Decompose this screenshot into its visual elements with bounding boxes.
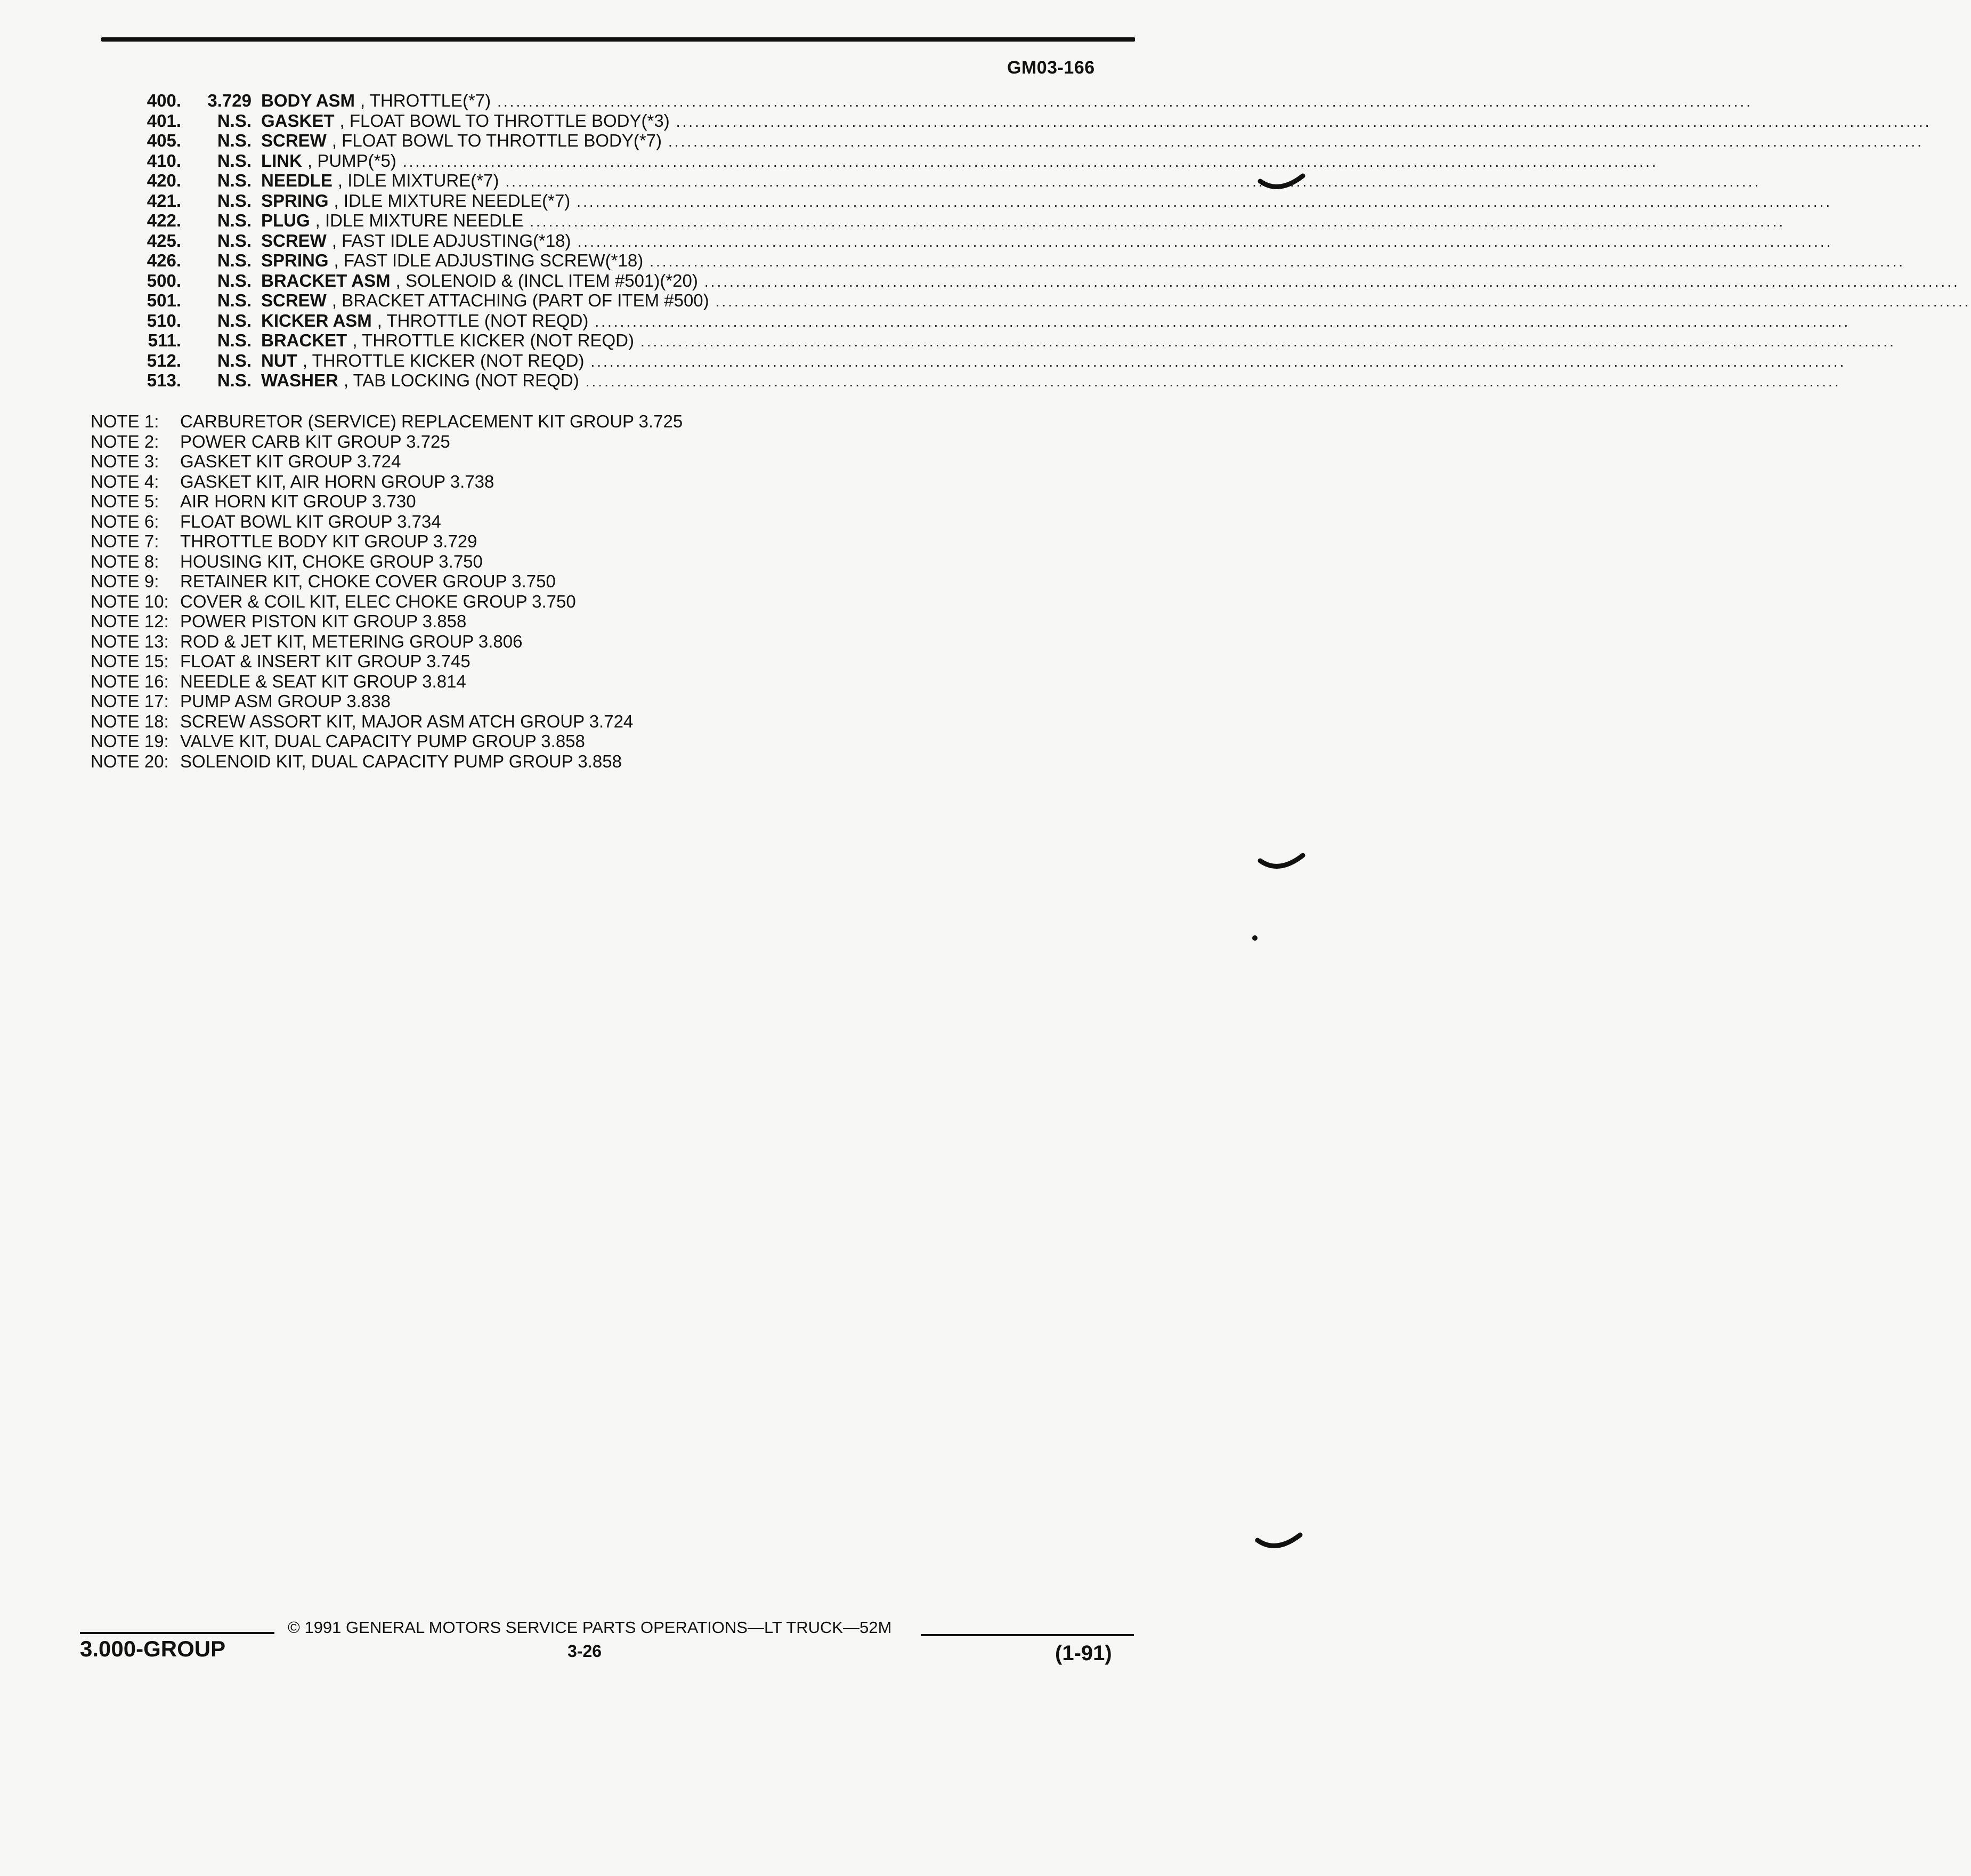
part-row (133, 270, 1960, 291)
part-group-number: N.S. (217, 110, 252, 131)
note-label: NOTE 18: (91, 711, 169, 731)
note-text: THROTTLE BODY KIT GROUP 3.729 (180, 531, 477, 551)
note-label: NOTE 8: (91, 551, 159, 571)
notes-list (91, 411, 890, 771)
part-group-number: N.S. (217, 270, 252, 290)
footer-copyright: © 1991 GENERAL MOTORS SERVICE PARTS OPERATIONS—LT TRUCK—52M (288, 1618, 892, 1637)
punch-dot (1252, 935, 1258, 941)
note-text: RETAINER KIT, CHOKE COVER GROUP 3.750 (180, 571, 556, 591)
top-rule (101, 37, 1135, 42)
part-group-number: 3.729 (207, 91, 252, 110)
note-label: NOTE 13: (91, 631, 169, 651)
part-name: GASKET (261, 110, 335, 131)
part-group-number: N.S. (217, 230, 252, 250)
part-group-number: N.S. (217, 150, 252, 171)
document-id: GM03-166 (1007, 58, 1095, 78)
leader-dots: ........................................................................................................................................................................................................ (577, 233, 1833, 250)
part-name: NEEDLE (261, 171, 332, 190)
note-text: NEEDLE & SEAT KIT GROUP 3.814 (180, 671, 466, 691)
leader-dots: ........................................................................................................................................................................................................ (590, 353, 1846, 370)
part-row (133, 190, 1832, 211)
part-description: , SOLENOID & (INCL ITEM #501)(*20) (395, 270, 698, 290)
note-label: NOTE 5: (91, 491, 159, 511)
leader-dots: ........................................................................................................................................................................................................ (668, 133, 1924, 150)
note-text: VALVE KIT, DUAL CAPACITY PUMP GROUP 3.858 (180, 731, 585, 751)
note-row (91, 592, 890, 612)
part-description: , FAST IDLE ADJUSTING(*18) (331, 230, 571, 250)
part-name: LINK (261, 150, 302, 171)
part-row (133, 310, 1851, 331)
part-row (133, 211, 1786, 231)
leader-dots: ........................................................................................................................................................................................................ (704, 273, 1960, 290)
note-label: NOTE 9: (91, 571, 159, 591)
part-row (133, 230, 1833, 251)
note-row (91, 731, 890, 751)
leader-dots: ........................................................................................................................................................................................................ (530, 213, 1786, 230)
part-row (133, 350, 1846, 371)
footer-date: (1-91) (1055, 1642, 1112, 1665)
binder-hole-mark (1255, 1530, 1303, 1556)
part-name: SCREW (261, 131, 327, 150)
footer-rule-right (921, 1634, 1134, 1636)
part-description: , PUMP(*5) (307, 150, 396, 171)
part-row (133, 150, 1658, 171)
part-group-number: N.S. (217, 190, 252, 211)
leader-dots: ........................................................................................................................................................................................................ (585, 373, 1841, 390)
note-row (91, 751, 890, 772)
note-row (91, 472, 890, 492)
part-group-number: N.S. (217, 350, 252, 370)
leader-dots: ........................................................................................................................................................................................................ (650, 253, 1905, 270)
part-item-number: 401. (147, 110, 181, 131)
part-row (133, 370, 1841, 391)
part-item-number: 421. (147, 190, 181, 211)
part-name: NUT (261, 350, 297, 370)
part-name: BODY ASM (261, 91, 355, 110)
part-description: , FLOAT BOWL TO THROTTLE BODY(*3) (339, 110, 670, 131)
note-text: ROD & JET KIT, METERING GROUP 3.806 (180, 631, 523, 651)
note-label: NOTE 2: (91, 431, 159, 451)
note-row (91, 711, 890, 732)
binder-hole-mark (1258, 850, 1305, 877)
part-item-number: 512. (147, 350, 181, 370)
note-row (91, 691, 890, 711)
binder-hole-mark (1258, 171, 1305, 197)
note-label: NOTE 20: (91, 751, 169, 771)
part-description: , FLOAT BOWL TO THROTTLE BODY(*7) (331, 131, 662, 150)
part-group-number: N.S. (217, 171, 252, 190)
part-item-number: 420. (147, 171, 181, 190)
part-item-number: 500. (147, 270, 181, 290)
note-row (91, 611, 890, 632)
part-item-number: 501. (147, 290, 181, 310)
part-name: SCREW (261, 290, 327, 310)
note-text: FLOAT BOWL KIT GROUP 3.734 (180, 511, 441, 531)
note-text: SOLENOID KIT, DUAL CAPACITY PUMP GROUP 3.858 (180, 751, 622, 771)
leader-dots: ........................................................................................................................................................................................................ (676, 113, 1932, 130)
part-item-number: 426. (147, 250, 181, 270)
note-text: CARBURETOR (SERVICE) REPLACEMENT KIT GROUP 3.725 (180, 411, 683, 431)
part-item-number: 422. (147, 211, 181, 230)
part-item-number: 511. (148, 330, 181, 350)
part-item-number: 510. (147, 310, 181, 330)
footer-rule-left (80, 1632, 274, 1634)
part-description: , IDLE MIXTURE NEEDLE (315, 211, 524, 230)
note-text: POWER CARB KIT GROUP 3.725 (180, 431, 450, 451)
note-text: PUMP ASM GROUP 3.838 (180, 691, 391, 711)
part-row (133, 131, 1924, 151)
note-text: GASKET KIT, AIR HORN GROUP 3.738 (180, 471, 494, 491)
note-label: NOTE 10: (91, 591, 169, 611)
part-item-number: 405. (147, 131, 181, 150)
note-text: COVER & COIL KIT, ELEC CHOKE GROUP 3.750 (180, 591, 576, 611)
part-description: , THROTTLE (NOT REQD) (377, 310, 589, 330)
note-text: HOUSING KIT, CHOKE GROUP 3.750 (180, 551, 483, 571)
leader-dots: ........................................................................................................................................................................................................ (497, 93, 1753, 110)
note-row (91, 552, 890, 572)
leader-dots: ........................................................................................................................................................................................................ (715, 293, 1971, 310)
note-label: NOTE 15: (91, 651, 169, 671)
note-text: GASKET KIT GROUP 3.724 (180, 451, 401, 471)
note-row (91, 451, 890, 472)
part-description: , THROTTLE(*7) (360, 91, 491, 110)
note-row (91, 651, 890, 672)
note-row (91, 632, 890, 652)
part-item-number: 513. (147, 370, 181, 390)
note-label: NOTE 16: (91, 671, 169, 691)
part-group-number: N.S. (217, 290, 252, 310)
part-item-number: 410. (147, 150, 181, 171)
note-label: NOTE 6: (91, 511, 159, 531)
part-description: , IDLE MIXTURE NEEDLE(*7) (334, 190, 571, 211)
note-row (91, 512, 890, 532)
part-name: SPRING (261, 190, 329, 211)
note-label: NOTE 17: (91, 691, 169, 711)
note-row (91, 672, 890, 692)
note-label: NOTE 1: (91, 411, 159, 431)
note-row (91, 571, 890, 592)
part-group-number: N.S. (217, 310, 252, 330)
note-row (91, 411, 890, 432)
note-label: NOTE 4: (91, 471, 159, 491)
part-description: , IDLE MIXTURE(*7) (337, 171, 499, 190)
note-label: NOTE 3: (91, 451, 159, 471)
leader-dots: ........................................................................................................................................................................................................ (595, 313, 1851, 330)
note-label: NOTE 7: (91, 531, 159, 551)
part-name: SPRING (261, 250, 329, 270)
part-description: , BRACKET ATTACHING (PART OF ITEM #500) (331, 290, 709, 310)
part-name: WASHER (261, 370, 338, 390)
leader-dots: ........................................................................................................................................................................................................ (505, 173, 1761, 190)
footer-page-number: 3-26 (567, 1642, 602, 1661)
note-label: NOTE 12: (91, 611, 169, 631)
part-description: , THROTTLE KICKER (NOT REQD) (352, 330, 634, 350)
part-name: BRACKET (261, 330, 347, 350)
part-row (133, 110, 1932, 131)
leader-dots: ........................................................................................................................................................................................................ (577, 193, 1832, 210)
part-item-number: 425. (147, 230, 181, 250)
part-group-number: N.S. (217, 330, 252, 350)
part-row (133, 91, 1753, 111)
note-row (91, 531, 890, 552)
part-row (133, 250, 1905, 271)
part-group-number: N.S. (217, 211, 252, 230)
note-label: NOTE 19: (91, 731, 169, 751)
part-name: KICKER ASM (261, 310, 372, 330)
part-row (133, 290, 1971, 311)
part-group-number: N.S. (217, 370, 252, 390)
leader-dots: ........................................................................................................................................................................................................ (402, 153, 1658, 170)
part-name: PLUG (261, 211, 310, 230)
part-row (133, 171, 1761, 191)
leader-dots: ........................................................................................................................................................................................................ (640, 333, 1896, 350)
note-text: FLOAT & INSERT KIT GROUP 3.745 (180, 651, 471, 671)
note-text: AIR HORN KIT GROUP 3.730 (180, 491, 416, 511)
part-group-number: N.S. (217, 250, 252, 270)
part-name: BRACKET ASM (261, 270, 391, 290)
part-description: , THROTTLE KICKER (NOT REQD) (302, 350, 585, 370)
part-name: SCREW (261, 230, 327, 250)
footer-group-label: 3.000-GROUP (80, 1636, 226, 1661)
part-item-number: 400. (147, 91, 181, 110)
part-description: , FAST IDLE ADJUSTING SCREW(*18) (334, 250, 644, 270)
parts-list (133, 91, 1971, 391)
note-text: SCREW ASSORT KIT, MAJOR ASM ATCH GROUP 3.724 (180, 711, 634, 731)
note-row (91, 491, 890, 512)
part-description: , TAB LOCKING (NOT REQD) (343, 370, 579, 390)
note-text: POWER PISTON KIT GROUP 3.858 (180, 611, 467, 631)
part-group-number: N.S. (217, 131, 252, 150)
note-row (91, 432, 890, 452)
part-row (133, 330, 1896, 351)
